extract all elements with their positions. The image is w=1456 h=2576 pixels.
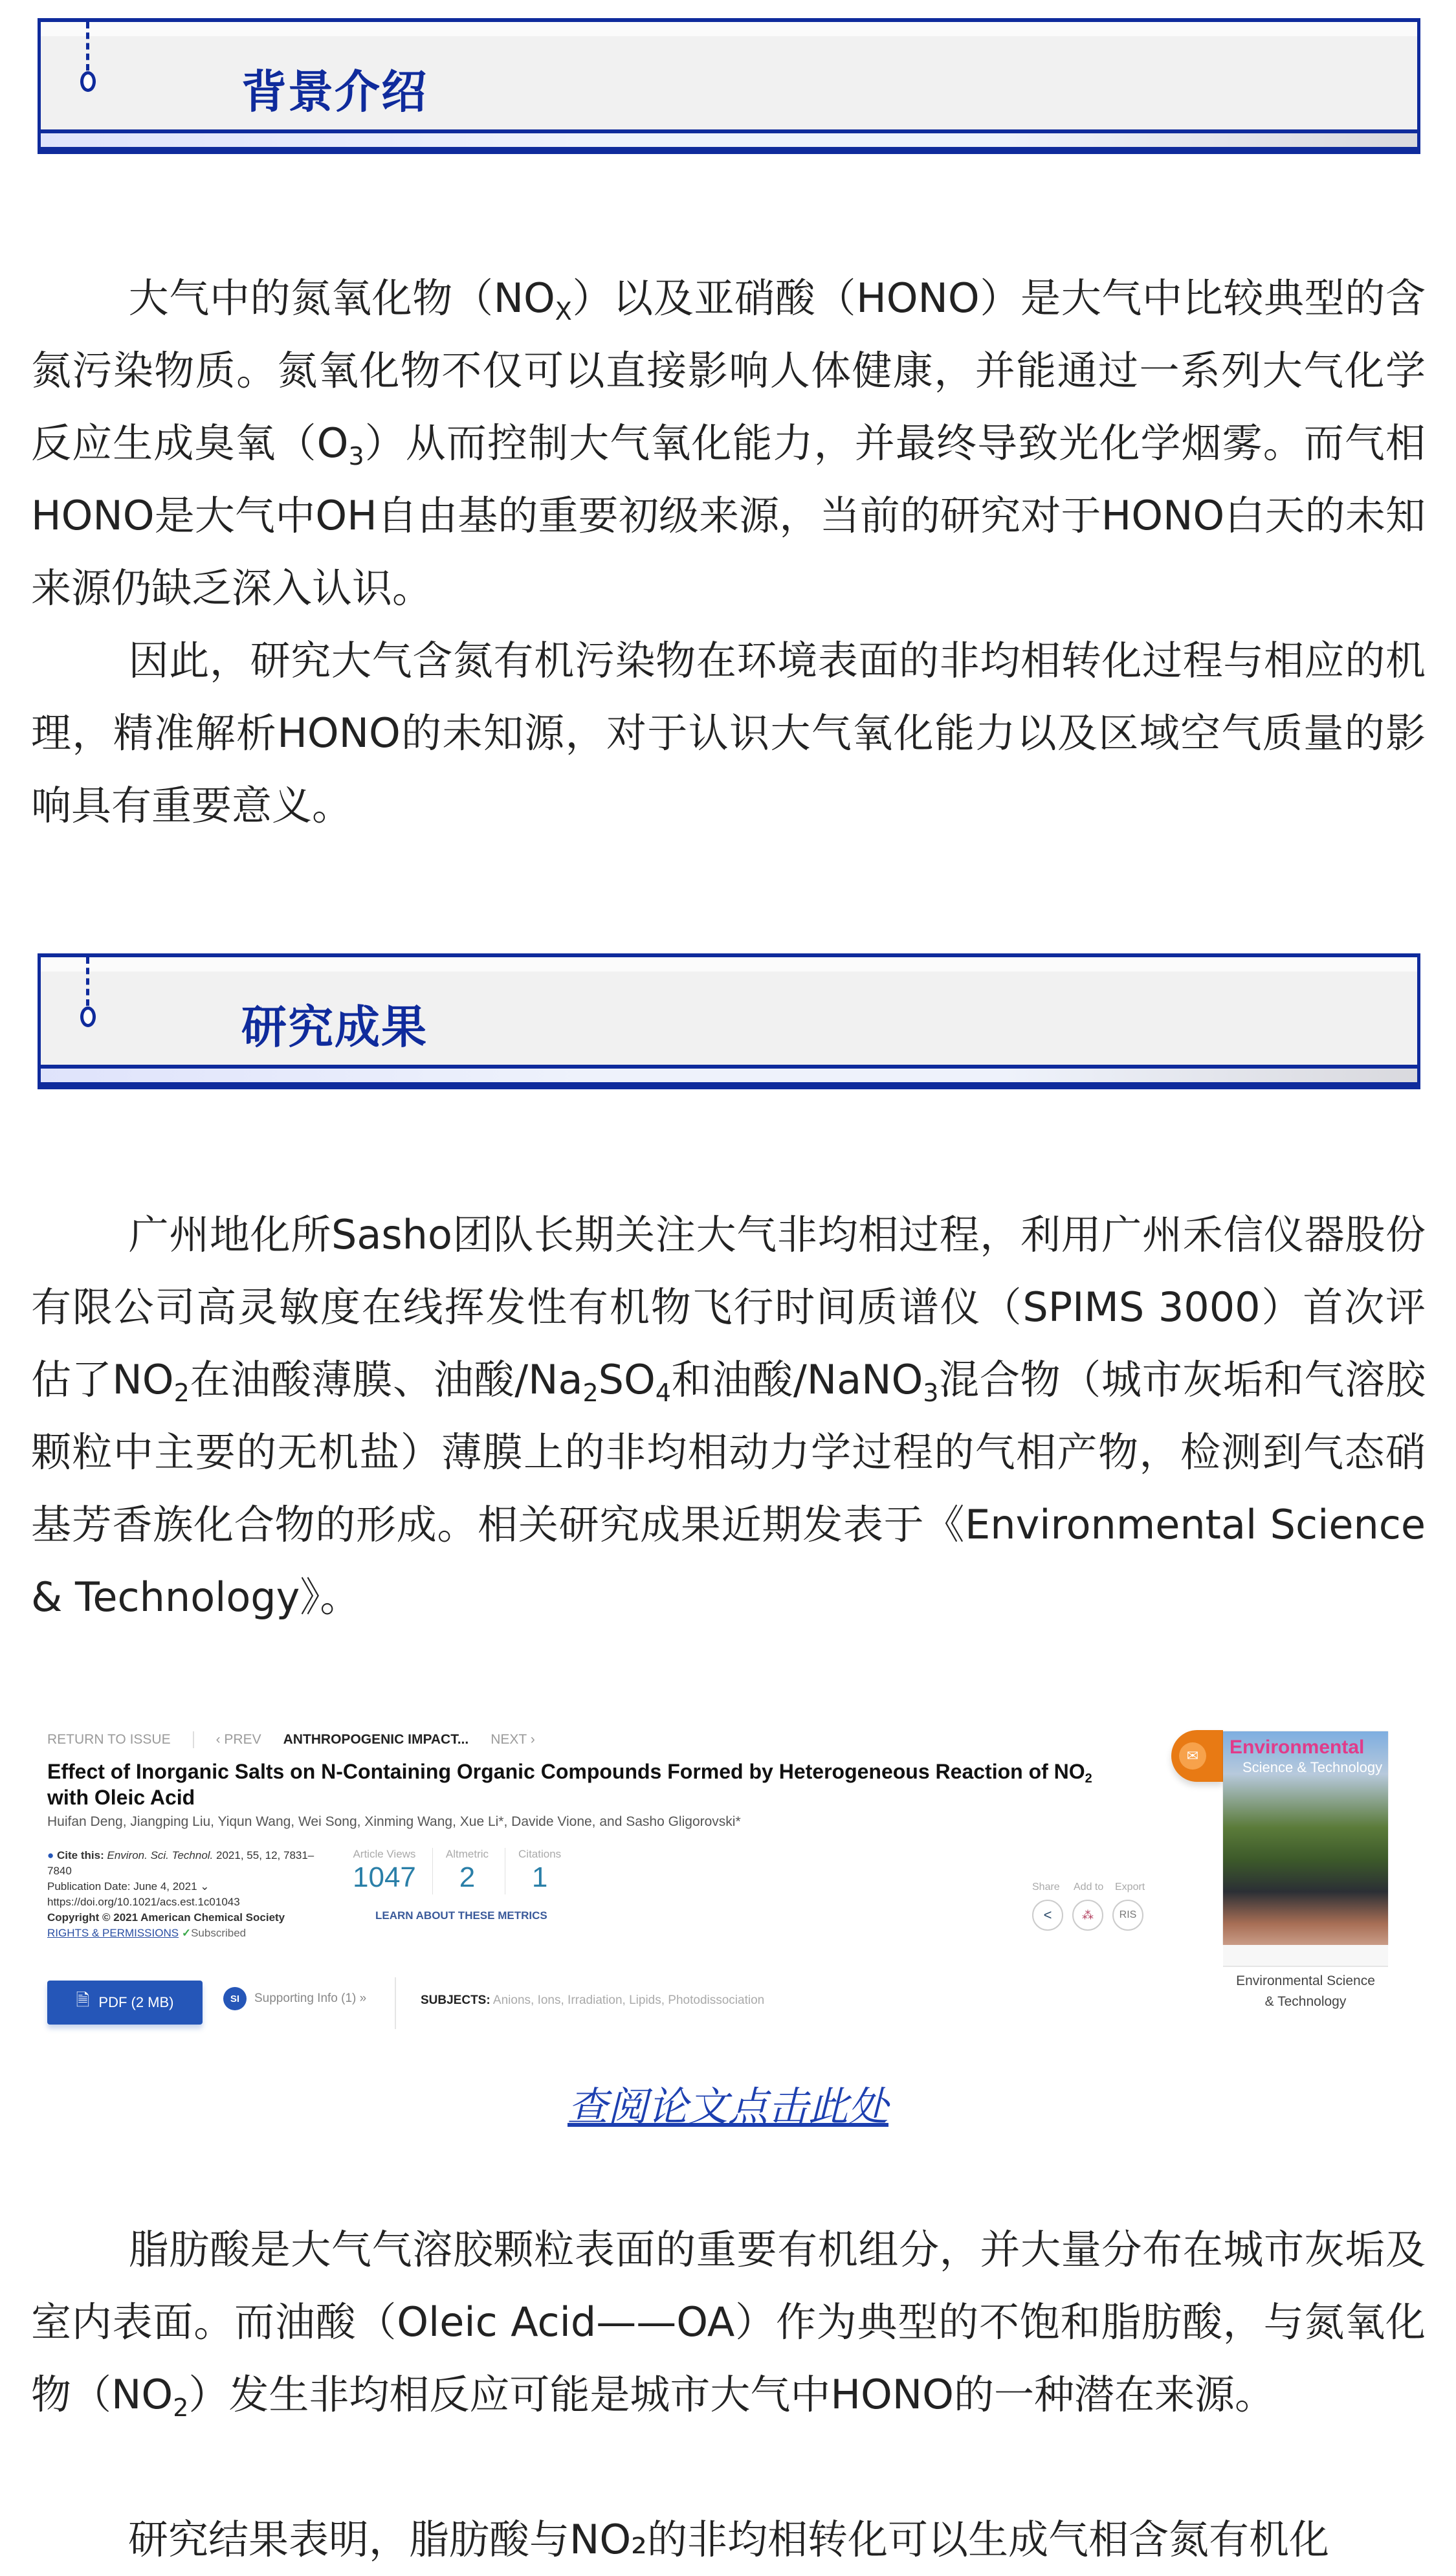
subscript: 2 <box>173 1379 190 1407</box>
metric-altmetric <box>433 1848 505 1894</box>
journal-name[interactable] <box>1223 1971 1388 2012</box>
text: 和油酸/NaNO <box>670 1356 923 1403</box>
paper-authors: Huifan Deng, Jiangping Liu, Yiqun Wang, Wei Song, Xinming Wang, Xue Li*, Davide Vione, and Sasho Gligorovski* <box>47 1814 741 1829</box>
paper-breadcrumb <box>47 1731 557 1748</box>
section-title: 背景介绍 <box>241 65 428 118</box>
learn-metrics-link[interactable]: LEARN ABOUT THESE METRICS <box>375 1909 547 1922</box>
header-top-strip <box>41 957 1417 972</box>
text: with Oleic Acid <box>47 1786 195 1809</box>
metric-citations <box>505 1848 577 1894</box>
rights-line <box>47 1926 338 1941</box>
subscript: 2 <box>1085 1771 1092 1786</box>
cover-footer <box>1223 1945 1388 1967</box>
subscript: 3 <box>923 1379 939 1407</box>
action-labels <box>1032 1882 1156 1893</box>
text: ）从而控制大气氧化能力，并最终导致光化学烟雾。而气相HONO是大气中OH自由基的重要初级来源，当前的研究对于HONO白天的未知来源仍缺乏深入认识。 <box>31 419 1426 612</box>
section-label[interactable]: ANTHROPOGENIC IMPACT... <box>283 1731 469 1747</box>
paper-metrics <box>340 1848 577 1894</box>
dashed-line-icon <box>86 957 89 1006</box>
view-paper-link[interactable]: 查阅论文点击此处 <box>567 2083 888 2130</box>
divider <box>395 1977 396 2029</box>
ring-icon <box>80 1006 96 1027</box>
metric-label: Article Views <box>353 1848 416 1860</box>
section-header-background <box>38 18 1420 154</box>
text: Effect of Inorganic Salts on N-Containing Organic Compounds Formed by Heterogeneous Reaction of NO <box>47 1760 1085 1783</box>
results-paragraph-3-partial <box>31 2504 1426 2576</box>
background-paragraph-1 <box>31 262 1426 625</box>
rights-permissions-link[interactable]: RIGHTS & PERMISSIONS <box>47 1927 179 1939</box>
cover-title: Environmental <box>1230 1737 1365 1758</box>
paper-title <box>47 1759 1173 1810</box>
journal-line: & Technology <box>1264 1994 1347 2009</box>
prev-link[interactable]: ‹ PREV <box>215 1731 261 1747</box>
journal-cover-image[interactable] <box>1223 1731 1388 1945</box>
subscript: X <box>555 297 572 326</box>
dashed-line-icon <box>86 22 89 71</box>
subscribed-status: Subscribed <box>191 1927 247 1939</box>
pdf-label: PDF (2 MB) <box>98 1994 174 2010</box>
text: 在油酸薄膜、油酸/Na <box>189 1356 583 1403</box>
share-icon[interactable]: < <box>1032 1900 1063 1931</box>
results-paragraph-2 <box>31 2214 1426 2431</box>
cite-line <box>47 1848 338 1879</box>
envelope-icon: ✉ <box>1179 1742 1206 1770</box>
action-icons <box>1032 1900 1143 1931</box>
supporting-info-link[interactable] <box>223 1987 366 2010</box>
cite-journal: Environ. Sci. Technol. <box>107 1849 214 1861</box>
add-to-icon[interactable]: ⁂ <box>1072 1900 1103 1931</box>
header-bottom-gradient <box>41 133 1417 147</box>
paper-meta <box>47 1848 338 1941</box>
si-label: Supporting Info (1) » <box>254 1992 367 2005</box>
journal-line: Environmental Science <box>1236 1973 1375 1988</box>
metric-value: 1047 <box>353 1861 416 1893</box>
metric-label: Altmetric <box>445 1848 489 1860</box>
paper-subjects <box>421 1993 764 2008</box>
text: 研究结果表明，脂肪酸与NO₂的非均相转化可以生成气相含氮有机化 <box>128 2516 1330 2563</box>
pdf-button[interactable] <box>47 1981 203 2025</box>
pdf-file-icon: 🗎 <box>76 1990 90 2010</box>
text: ）发生非均相反应可能是城市大气中HONO的一种潜在来源。 <box>188 2371 1275 2418</box>
paper-screenshot <box>36 1718 1420 2036</box>
export-ris-button[interactable]: RIS <box>1112 1900 1143 1931</box>
text: 因此，研究大气含氮有机污染物在环境表面的非均相转化过程与相应的机理，精准解析HONO的未知源，对于认识大气氧化能力以及区域空气质量的影响具有重要意义。 <box>31 637 1426 829</box>
text: 广州地化所Sasho团队长期关注大气非均相过程，利用广州禾信仪器股份有限公司高灵敏度在线挥发性有机物飞行时间质谱仪（SPIMS 3000）首次评估了NO <box>31 1211 1426 1403</box>
return-to-issue-link[interactable]: RETURN TO ISSUE <box>47 1731 171 1747</box>
subscript: 3 <box>348 442 364 471</box>
copyright: Copyright © 2021 American Chemical Society <box>47 1911 285 1924</box>
text: 混合物（城市灰垢和气溶胶颗粒中主要的无机盐）薄膜上的非均相动力学过程的气相产物，检测到气态硝基芳香族化合物的形成。相关研究成果近期发表于《Environmental Science & Technology》。 <box>31 1356 1426 1621</box>
background-paragraph-2 <box>31 625 1426 842</box>
section-header-results <box>38 953 1420 1089</box>
header-bottom-gradient <box>41 1069 1417 1082</box>
cite-icon: ● <box>47 1849 54 1861</box>
metric-value: 2 <box>459 1861 476 1893</box>
check-icon: ✓ <box>181 1927 192 1939</box>
section-title: 研究成果 <box>241 1001 428 1054</box>
subjects-list[interactable]: Anions, Ions, Irradiation, Lipids, Photodissociation <box>492 1993 765 2007</box>
subscript: 2 <box>582 1379 599 1407</box>
text: 大气中的氮氧化物（NO <box>128 274 555 322</box>
text: 脂肪酸是大气气溶胶颗粒表面的重要有机组分，并大量分布在城市灰垢及室内表面。而油酸（Oleic Acid——OA）作为典型的不饱和脂肪酸，与氮氧化物（NO <box>31 2226 1426 2418</box>
si-badge-icon: SI <box>223 1987 247 2010</box>
subscript: 4 <box>655 1379 671 1407</box>
metric-value: 1 <box>531 1861 548 1893</box>
next-link[interactable]: NEXT › <box>491 1731 535 1747</box>
metric-label: Citations <box>518 1848 562 1860</box>
publication-date[interactable]: Publication Date: June 4, 2021 ⌄ <box>47 1880 210 1893</box>
cite-ref: 2021, 55, 12, 7831–7840 <box>47 1849 314 1877</box>
subjects-label: SUBJECTS: <box>421 1993 491 2007</box>
cite-this-link[interactable]: Cite this: <box>57 1849 104 1861</box>
metric-article-views <box>340 1848 433 1894</box>
export-label: Export <box>1115 1882 1145 1893</box>
results-paragraph-1 <box>31 1199 1426 1634</box>
add-to-label: Add to <box>1074 1882 1104 1893</box>
header-bottom-bar <box>38 129 1420 154</box>
text: ）以及亚硝酸（HONO）是大气中比较典型的含氮污染物质。氮氧化物不仅可以直接影响人体健康，并能通过一系列大气化学反应生成臭氧（O <box>31 274 1426 467</box>
text: SO <box>598 1356 656 1403</box>
doi-link[interactable]: https://doi.org/10.1021/acs.est.1c01043 <box>47 1896 240 1908</box>
share-label: Share <box>1032 1882 1060 1893</box>
subscript: 2 <box>173 2393 189 2422</box>
header-bottom-bar <box>38 1065 1420 1089</box>
header-top-strip <box>41 22 1417 36</box>
divider <box>193 1731 194 1748</box>
cover-subtitle: Science & Technology <box>1242 1759 1383 1775</box>
ring-icon <box>80 71 96 92</box>
mail-alert-button[interactable] <box>1171 1730 1223 1782</box>
